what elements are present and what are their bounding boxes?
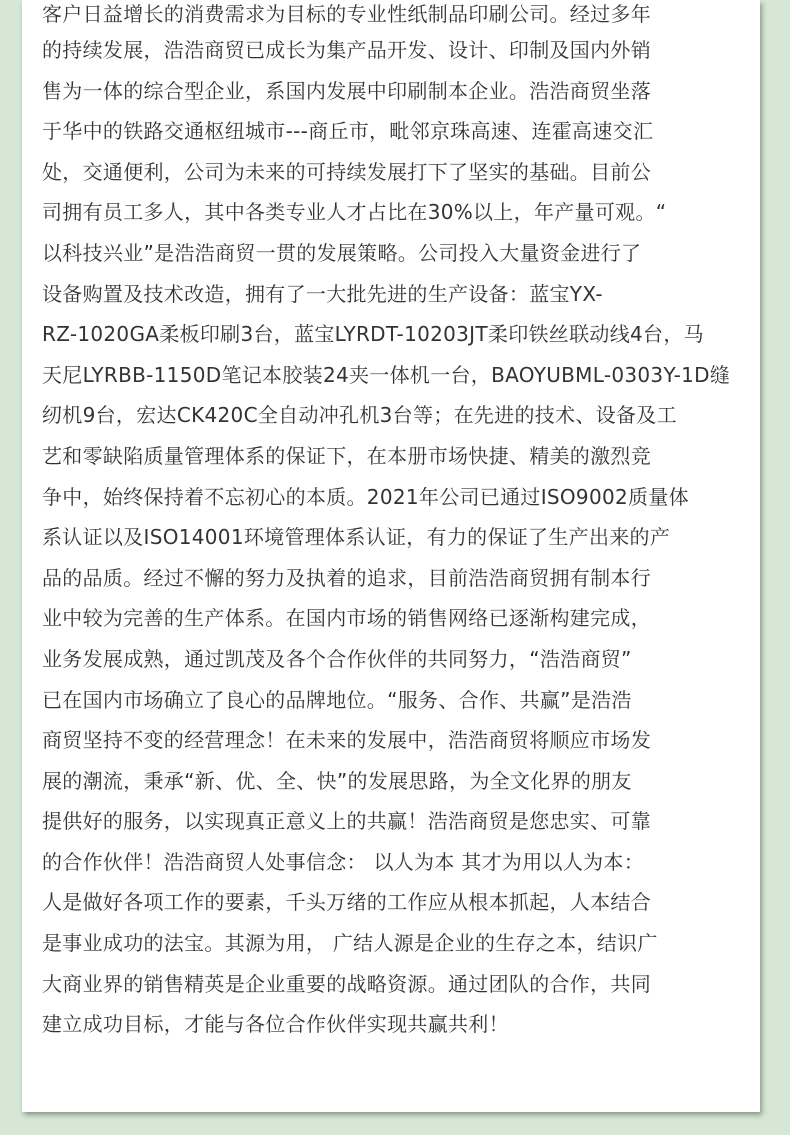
text-line: 展的潮流，秉承“新、优、全、快”的发展思路，为全文化界的朋友 (42, 768, 632, 793)
text-line: RZ-1020GA柔板印刷3台，蓝宝LYRDT-10203JT柔印铁丝联动线4台，马 (42, 322, 704, 347)
text-line: 天尼LYRBB-1150D笔记本胶装24夹一体机一台，BAOYUBML-0303Y-1D缝 (42, 362, 731, 387)
text-line: 系认证以及ISO14001环境管理体系认证，有力的保证了生产出来的产 (42, 525, 671, 550)
text-line: 艺和零缺陷质量管理体系的保证下，在本册市场快捷、精美的激烈竞 (42, 443, 651, 468)
text-line: 于华中的铁路交通枢纽城市---商丘市，毗邻京珠高速、连霍高速交汇 (42, 119, 654, 144)
text-line: 业中较为完善的生产体系。在国内市场的销售网络已逐渐构建完成， (42, 606, 651, 631)
text-line: 的持续发展，浩浩商贸已成长为集产品开发、设计、印制及国内外销 (42, 38, 651, 62)
text-line: 以科技兴业”是浩浩商贸一贯的发展策略。公司投入大量资金进行了 (42, 240, 642, 265)
text-line: 售为一体的综合型企业，系国内发展中印刷制本企业。浩浩商贸坐落 (42, 78, 651, 103)
text-line: 大商业界的销售精英是企业重要的战略资源。通过团队的合作，共同 (42, 971, 651, 996)
article-body (42, 0, 747, 1045)
text-line: 设备购置及技术改造，拥有了一大批先进的生产设备：蓝宝YX- (42, 281, 603, 306)
text-line: 司拥有员工多人，其中各类专业人才占比在30%以上，年产量可观。“ (42, 200, 667, 225)
text-line: 已在国内市场确立了良心的品牌地位。“服务、合作、共赢”是浩浩 (42, 687, 632, 712)
text-line: 的合作伙伴！浩浩商贸人处事信念： 以人为本 其才为用以人为本： (42, 849, 645, 874)
text-line: 业务发展成熟，通过凯茂及各个合作伙伴的共同努力，“浩浩商贸” (42, 646, 632, 671)
content-card (22, 0, 760, 1112)
text-line: 品的品质。经过不懈的努力及执着的追求，目前浩浩商贸拥有制本行 (42, 565, 651, 590)
text-line: 纫机9台，宏达CK420C全自动冲孔机3台等；在先进的技术、设备及工 (42, 403, 677, 428)
text-line: 建立成功目标，才能与各位合作伙伴实现共赢共利！ (42, 1012, 509, 1037)
text-line: 是事业成功的法宝。其源为用， 广结人源是企业的生存之本，结识广 (42, 931, 658, 956)
text-line: 提供好的服务，以实现真正意义上的共赢！浩浩商贸是您忠实、可靠 (42, 809, 651, 834)
text-line: 客户日益增长的消费需求为目标的专业性纸制品印刷公司。经过多年 (42, 2, 651, 26)
text-line: 商贸坚持不变的经营理念！在未来的发展中，浩浩商贸将顺应市场发 (42, 728, 651, 753)
text-line: 处，交通便利，公司为未来的可持续发展打下了坚实的基础。目前公 (42, 159, 651, 184)
text-line: 人是做好各项工作的要素，千头万绪的工作应从根本抓起，人本结合 (42, 890, 651, 915)
text-line: 争中，始终保持着不忘初心的本质。2021年公司已通过ISO9002质量体 (42, 484, 689, 509)
